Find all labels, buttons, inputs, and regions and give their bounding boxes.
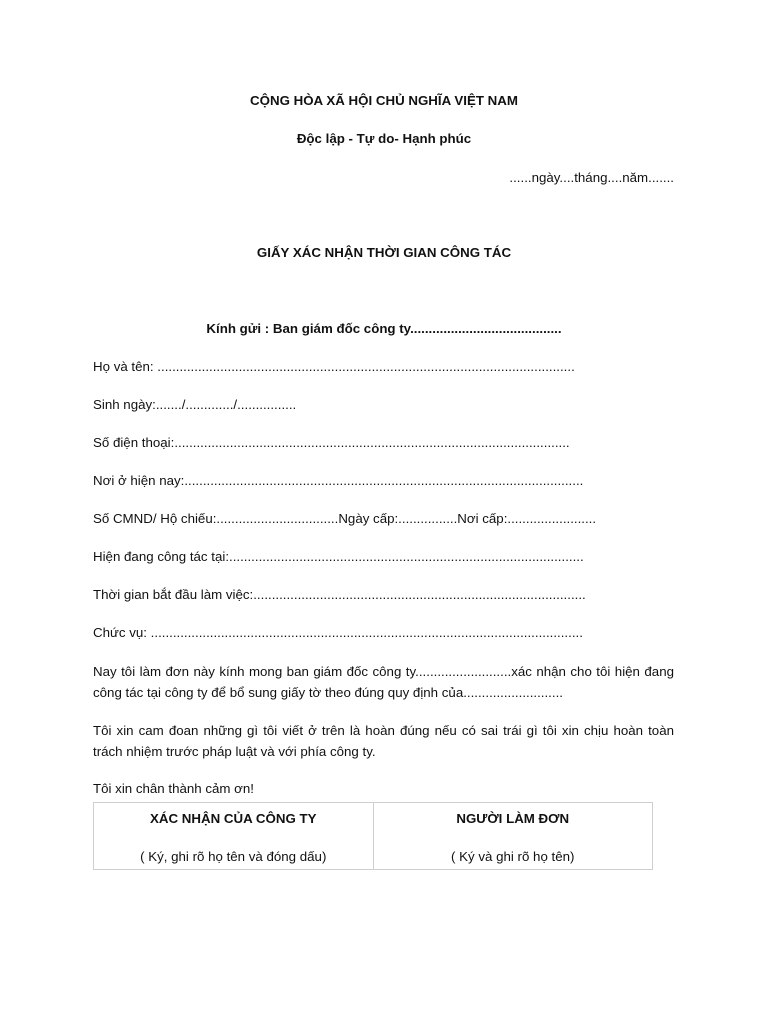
company-signature-note: ( Ký, ghi rõ họ tên và đóng dấu) [140,849,327,864]
applicant-signature-title: NGƯỜI LÀM ĐƠN [456,811,570,826]
date-line: ......ngày....tháng....năm....... [509,170,674,185]
field-address: Nơi ở hiện nay:............................................................................................................ [93,473,584,488]
field-birth-date: Sinh ngày:......./............./................ [93,397,297,412]
applicant-signature-cell [373,803,653,869]
field-full-name: Họ và tên: ................................................................................................................. [93,359,575,374]
recipient-line: Kính gửi : Ban giám đốc công ty......................................... [206,321,562,336]
document-title: GIẤY XÁC NHẬN THỜI GIAN CÔNG TÁC [256,245,512,260]
applicant-signature-note: ( Ký và ghi rõ họ tên) [451,849,575,864]
field-start-date: Thời gian bắt đầu làm việc:.......................................................................................... [93,587,586,602]
signature-table [93,802,653,870]
field-id-number: Số CMND/ Hộ chiếu:.................................Ngày cấp:................Nơi cấp:........................ [93,511,597,526]
request-paragraph: Nay tôi làm đơn này kính mong ban giám đốc công ty..........................xác nhận cho tôi hiện đang công tác tại công ty để bổ sung giấy tờ theo đúng quy định của........................... [93,664,674,700]
closing-line: Tôi xin chân thành cảm ơn! [93,781,254,796]
field-phone: Số điện thoại:........................................................................................................... [93,435,570,450]
nation-heading: CỘNG HÒA XÃ HỘI CHỦ NGHĨA VIỆT NAM [250,93,518,108]
field-workplace: Hiện đang công tác tại:................................................................................................ [93,549,584,564]
company-signature-title: XÁC NHẬN CỦA CÔNG TY [150,811,317,826]
field-position: Chức vụ: ..................................................................................................................... [93,625,583,640]
commitment-paragraph: Tôi xin cam đoan những gì tôi viết ở trên là hoàn đúng nếu có sai trái gì tôi xin chịu hoàn toàn trách nhiệm trước pháp luật và với phía công ty. [93,723,674,759]
motto-heading: Độc lập - Tự do- Hạnh phúc [296,131,472,146]
company-signature-cell [94,803,373,869]
